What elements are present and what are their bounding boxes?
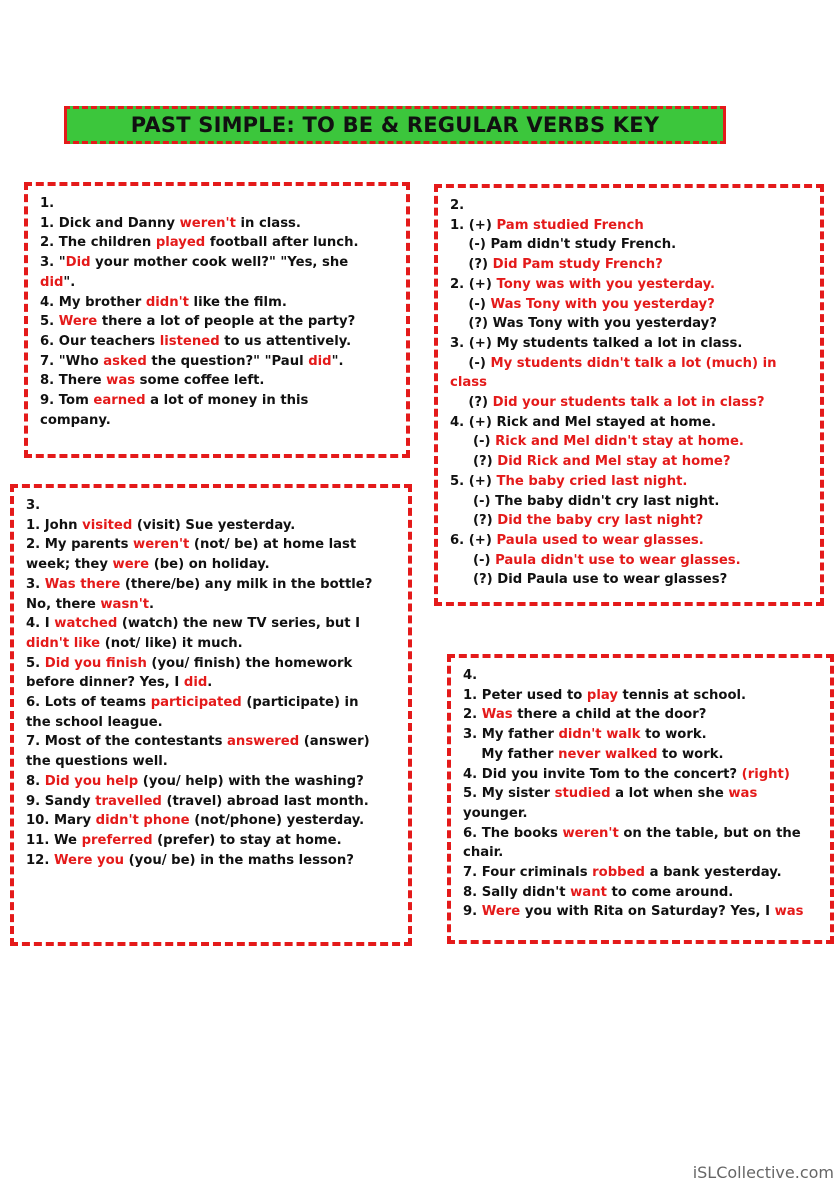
exercise-text: (visit) Sue yesterday. bbox=[132, 517, 296, 533]
exercise-line bbox=[26, 732, 398, 752]
exercise-line bbox=[26, 535, 398, 555]
exercise-line bbox=[450, 531, 810, 551]
answer-text: was bbox=[774, 904, 804, 920]
exercise-text: the school league. bbox=[26, 714, 163, 730]
exercise-line bbox=[40, 233, 396, 253]
exercise-text: (?) Did Paula use to wear glasses? bbox=[450, 572, 728, 588]
exercise-text: (-) bbox=[450, 552, 496, 568]
exercise-text: 5. (+) bbox=[450, 473, 497, 489]
exercise-text: to come around. bbox=[606, 884, 734, 900]
exercise-text: (-) Pam didn't study French. bbox=[450, 237, 677, 253]
answer-text: was bbox=[728, 786, 758, 802]
exercise-text: 3. My father bbox=[463, 727, 559, 743]
answer-text: class bbox=[450, 375, 487, 391]
exercise-line bbox=[450, 354, 810, 374]
answer-text: Was Tony with you yesterday? bbox=[490, 296, 715, 312]
exercise-text: ". bbox=[331, 353, 344, 369]
exercise-text: 5. bbox=[26, 655, 45, 671]
exercise-line bbox=[26, 654, 398, 674]
exercise-text: 8. Sally didn't bbox=[463, 884, 571, 900]
exercise-line bbox=[40, 273, 396, 293]
exercise-line bbox=[463, 784, 820, 804]
exercise-line bbox=[450, 216, 810, 236]
answer-text: travelled bbox=[95, 793, 162, 809]
exercise-text: the questions well. bbox=[26, 754, 168, 770]
exercise-line bbox=[450, 255, 810, 275]
exercise-text: in class. bbox=[235, 215, 301, 231]
exercise-text: 7. "Who bbox=[40, 353, 104, 369]
exercise-text: (you/ finish) the homework bbox=[146, 655, 353, 671]
exercise-text: ". bbox=[63, 274, 76, 290]
exercise-text: 9. Tom bbox=[40, 393, 94, 409]
answer-text: Did you finish bbox=[44, 655, 147, 671]
exercise-line bbox=[463, 705, 820, 725]
answer-text: participated bbox=[150, 695, 242, 711]
answer-text: Did the baby cry last night? bbox=[497, 513, 704, 529]
exercise-line bbox=[40, 253, 396, 273]
exercise-text: 3. bbox=[26, 576, 45, 592]
exercise-line bbox=[26, 752, 398, 772]
exercise-line bbox=[463, 765, 820, 785]
exercise-text: a lot when she bbox=[610, 786, 729, 802]
exercise-text: (travel) abroad last month. bbox=[161, 793, 369, 809]
exercise-text: chair. bbox=[463, 845, 504, 861]
exercise-text: 1. Peter used to bbox=[463, 687, 587, 703]
answer-text: were bbox=[112, 557, 150, 573]
answer-text: studied bbox=[554, 786, 611, 802]
exercise-text: 10. Mary bbox=[26, 813, 96, 829]
exercise-line bbox=[450, 275, 810, 295]
page-title: PAST SIMPLE: TO BE & REGULAR VERBS KEY bbox=[130, 113, 660, 137]
exercise-line bbox=[463, 745, 820, 765]
exercise-text: 4. Did you invite Tom to the concert? bbox=[463, 766, 742, 782]
exercise-text: 12. bbox=[26, 852, 54, 868]
exercise-line bbox=[463, 902, 820, 922]
exercise-text: to work. bbox=[640, 727, 707, 743]
exercise-text: (?) bbox=[450, 395, 493, 411]
answer-text: Tony was with you yesterday. bbox=[496, 276, 715, 292]
exercise-text: 4. My brother bbox=[40, 294, 146, 310]
answer-text: Rick and Mel didn't stay at home. bbox=[495, 434, 744, 450]
exercise-text: a bank yesterday. bbox=[644, 865, 782, 881]
exercise-line bbox=[450, 511, 810, 531]
exercise-text: 7. Four criminals bbox=[463, 865, 593, 881]
section-number: 2. bbox=[450, 198, 465, 213]
exercise-line bbox=[450, 452, 810, 472]
exercise-text: 11. We bbox=[26, 832, 82, 848]
exercise-text: (?) bbox=[450, 454, 498, 470]
exercise-text: (answer) bbox=[299, 734, 370, 750]
exercise-text: week; they bbox=[26, 557, 113, 573]
exercise-text: 5. bbox=[40, 314, 59, 330]
answer-text: weren't bbox=[179, 215, 236, 231]
answer-text: watched bbox=[54, 616, 118, 632]
exercise-line bbox=[450, 334, 810, 354]
exercise-line bbox=[26, 713, 398, 733]
exercise-text: (-) The baby didn't cry last night. bbox=[450, 493, 720, 509]
answer-text: weren't bbox=[133, 537, 190, 553]
exercise-text: 6. Our teachers bbox=[40, 333, 160, 349]
section-1-box bbox=[24, 182, 410, 458]
exercise-text: company. bbox=[40, 412, 111, 428]
answer-text: played bbox=[155, 235, 206, 251]
exercise-line bbox=[450, 393, 810, 413]
exercise-line bbox=[450, 413, 810, 433]
exercise-text: 6. Lots of teams bbox=[26, 695, 151, 711]
exercise-line bbox=[463, 824, 820, 844]
exercise-line bbox=[40, 371, 396, 391]
answer-text: Did your students talk a lot in class? bbox=[492, 395, 765, 411]
exercise-line bbox=[40, 352, 396, 372]
answer-text: Paula didn't use to wear glasses. bbox=[495, 552, 741, 568]
title-banner bbox=[64, 106, 726, 144]
exercise-line bbox=[450, 314, 810, 334]
section-3-box bbox=[10, 484, 412, 946]
exercise-line bbox=[26, 851, 398, 871]
answer-text: Were bbox=[58, 314, 98, 330]
answer-text: Did Pam study French? bbox=[492, 257, 663, 273]
exercise-text: (participate) in bbox=[241, 695, 359, 711]
answer-text: did bbox=[183, 675, 208, 691]
section-number: 4. bbox=[463, 668, 478, 683]
answer-text: want bbox=[570, 884, 607, 900]
exercise-text: (-) bbox=[450, 355, 491, 371]
exercise-text: some coffee left. bbox=[135, 373, 265, 389]
exercise-text: younger. bbox=[463, 805, 528, 821]
exercise-text: 2. (+) bbox=[450, 276, 497, 292]
exercise-text: to us attentively. bbox=[219, 333, 352, 349]
answer-text: My students didn't talk a lot (much) in bbox=[490, 355, 777, 371]
exercise-line bbox=[450, 570, 810, 590]
exercise-text: (you/ be) in the maths lesson? bbox=[124, 852, 354, 868]
answer-text: Pam studied French bbox=[496, 217, 644, 233]
exercise-line bbox=[26, 595, 398, 615]
section-number: 3. bbox=[26, 498, 41, 513]
exercise-line bbox=[40, 332, 396, 352]
exercise-line bbox=[463, 686, 820, 706]
answer-text: weren't bbox=[562, 825, 619, 841]
answer-text: Did Rick and Mel stay at home? bbox=[497, 454, 731, 470]
exercise-line bbox=[26, 673, 398, 693]
answer-text: play bbox=[586, 687, 618, 703]
answer-text: didn't like bbox=[26, 635, 101, 651]
site-watermark: iSLCollective.com bbox=[692, 1163, 834, 1182]
exercise-text: (not/ like) it much. bbox=[100, 635, 243, 651]
exercise-text: (?) bbox=[450, 257, 493, 273]
exercise-line bbox=[26, 516, 398, 536]
exercise-line bbox=[450, 492, 810, 512]
exercise-text: the question?" "Paul bbox=[146, 353, 309, 369]
exercise-text: before dinner? Yes, I bbox=[26, 675, 184, 691]
exercise-text: (watch) the new TV series, but I bbox=[117, 616, 361, 632]
answer-text: Were you bbox=[53, 852, 125, 868]
exercise-text: My father bbox=[463, 746, 559, 762]
exercise-text: (?) Was Tony with you yesterday? bbox=[450, 316, 717, 332]
exercise-text: 3. (+) My students talked a lot in class. bbox=[450, 335, 743, 351]
exercise-text: 6. (+) bbox=[450, 532, 497, 548]
answer-text: did bbox=[308, 353, 332, 369]
exercise-text: to work. bbox=[657, 746, 724, 762]
answer-text: never walked bbox=[558, 746, 658, 762]
answer-text: answered bbox=[227, 734, 300, 750]
exercise-text: (not/phone) yesterday. bbox=[189, 813, 365, 829]
exercise-text: 2. bbox=[463, 707, 482, 723]
exercise-text: 5. My sister bbox=[463, 786, 555, 802]
exercise-text: tennis at school. bbox=[617, 687, 747, 703]
exercise-line bbox=[463, 843, 820, 863]
answer-text: preferred bbox=[81, 832, 153, 848]
exercise-text: 8. There bbox=[40, 373, 107, 389]
exercise-text: (be) on holiday. bbox=[149, 557, 270, 573]
exercise-text: like the film. bbox=[188, 294, 287, 310]
exercise-line bbox=[26, 555, 398, 575]
exercise-text: 9. Sandy bbox=[26, 793, 96, 809]
exercise-text: 6. The books bbox=[463, 825, 563, 841]
exercise-line bbox=[450, 295, 810, 315]
exercise-text: 2. My parents bbox=[26, 537, 134, 553]
exercise-text: you with Rita on Saturday? Yes, I bbox=[520, 904, 775, 920]
exercise-text: (-) bbox=[450, 296, 491, 312]
exercise-line bbox=[40, 411, 396, 431]
exercise-line bbox=[26, 614, 398, 634]
exercise-text: (-) bbox=[450, 434, 496, 450]
answer-text: The baby cried last night. bbox=[496, 473, 688, 489]
answer-text: earned bbox=[93, 393, 146, 409]
exercise-text: (you/ help) with the washing? bbox=[138, 773, 364, 789]
exercise-line bbox=[450, 432, 810, 452]
section-number: 1. bbox=[40, 196, 55, 211]
exercise-text: 1. Dick and Danny bbox=[40, 215, 180, 231]
exercise-text: 4. I bbox=[26, 616, 55, 632]
exercise-text: there a lot of people at the party? bbox=[97, 314, 356, 330]
exercise-text: 7. Most of the contestants bbox=[26, 734, 228, 750]
answer-text: didn't bbox=[145, 294, 189, 310]
answer-text: listened bbox=[159, 333, 220, 349]
exercise-text: (not/ be) at home last bbox=[189, 537, 357, 553]
exercise-text: . bbox=[207, 675, 213, 691]
exercise-line bbox=[450, 472, 810, 492]
exercise-text: (?) bbox=[450, 513, 498, 529]
answer-text: Were bbox=[481, 904, 521, 920]
answer-text: (right) bbox=[741, 766, 790, 782]
exercise-line bbox=[463, 725, 820, 745]
answer-text: robbed bbox=[592, 865, 645, 881]
exercise-text: football after lunch. bbox=[205, 235, 359, 251]
exercise-text: (there/be) any milk in the bottle? bbox=[120, 576, 373, 592]
exercise-text: 4. (+) Rick and Mel stayed at home. bbox=[450, 414, 716, 430]
exercise-line bbox=[450, 373, 810, 393]
section-2-box bbox=[434, 184, 824, 606]
exercise-text: 1. John bbox=[26, 517, 83, 533]
exercise-text: on the table, but on the bbox=[618, 825, 801, 841]
exercise-line bbox=[40, 293, 396, 313]
exercise-line bbox=[463, 863, 820, 883]
answer-text: was bbox=[106, 373, 136, 389]
answer-text: Was bbox=[481, 707, 513, 723]
exercise-text: 9. bbox=[463, 904, 482, 920]
answer-text: Was there bbox=[44, 576, 121, 592]
exercise-line bbox=[40, 312, 396, 332]
exercise-text: there a child at the door? bbox=[512, 707, 707, 723]
exercise-line bbox=[450, 235, 810, 255]
exercise-line bbox=[26, 772, 398, 792]
exercise-line bbox=[463, 804, 820, 824]
exercise-line bbox=[26, 634, 398, 654]
exercise-line bbox=[40, 214, 396, 234]
exercise-line bbox=[40, 391, 396, 411]
answer-text: Did bbox=[65, 255, 91, 271]
exercise-line bbox=[26, 792, 398, 812]
exercise-text: your mother cook well?" "Yes, she bbox=[90, 255, 349, 271]
exercise-line bbox=[26, 811, 398, 831]
exercise-line bbox=[26, 693, 398, 713]
exercise-text: (prefer) to stay at home. bbox=[152, 832, 342, 848]
exercise-text: 1. (+) bbox=[450, 217, 497, 233]
exercise-line bbox=[450, 551, 810, 571]
answer-text: didn't walk bbox=[558, 727, 641, 743]
exercise-text: a lot of money in this bbox=[145, 393, 309, 409]
answer-text: Did you help bbox=[44, 773, 139, 789]
answer-text: wasn't bbox=[100, 596, 150, 612]
exercise-line bbox=[26, 575, 398, 595]
exercise-text: 8. bbox=[26, 773, 45, 789]
exercise-text: . bbox=[149, 596, 155, 612]
answer-text: asked bbox=[103, 353, 147, 369]
exercise-text: 3. " bbox=[40, 255, 66, 271]
answer-text: did bbox=[40, 274, 64, 290]
exercise-text: No, there bbox=[26, 596, 101, 612]
exercise-text: 2. The children bbox=[40, 235, 156, 251]
answer-text: didn't phone bbox=[95, 813, 190, 829]
section-4-box bbox=[447, 654, 834, 944]
exercise-line bbox=[463, 883, 820, 903]
answer-text: Paula used to wear glasses. bbox=[496, 532, 704, 548]
exercise-line bbox=[26, 831, 398, 851]
answer-text: visited bbox=[82, 517, 133, 533]
